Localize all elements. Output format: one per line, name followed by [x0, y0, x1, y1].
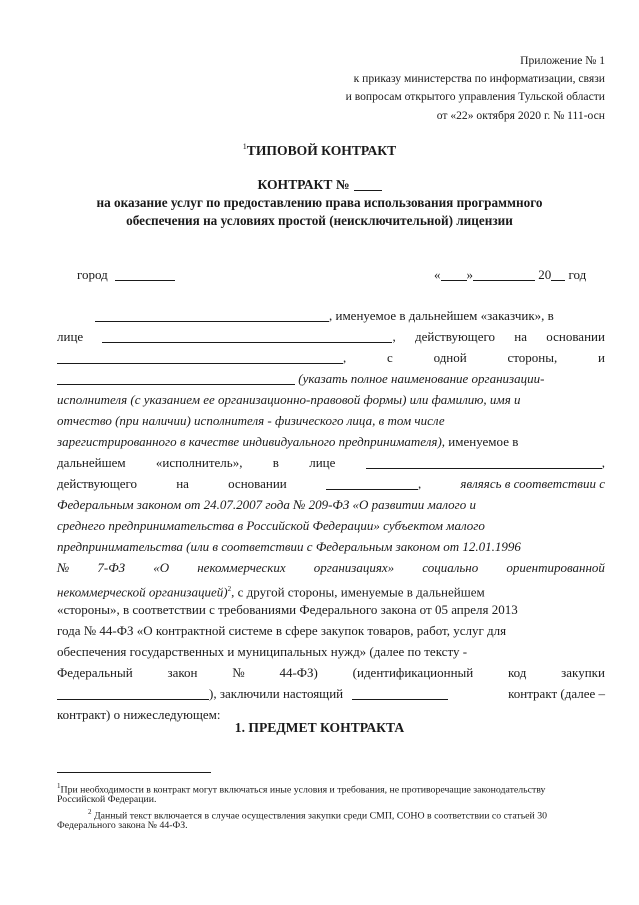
body-line: контракт) о нижеследующем: — [57, 707, 221, 722]
footnote-2: $^2$ Данный текст включается в случае осуществления закупки среди СМП, СОНО в соответствии со статьей 30 — [88, 808, 548, 822]
date-field: « » 20 год — [434, 267, 587, 282]
body-line: (указать полное наименование организации- — [57, 369, 605, 389]
footnote-mark: 1 — [242, 142, 247, 151]
document-title: $^1$ТИПОВОЙ КОНТРАКТ — [242, 142, 397, 158]
annex-line: от «22» октября 2020 г. № 111-осн — [436, 108, 605, 122]
footnote-2-cont: Федерального закона № 44-ФЗ. — [57, 820, 188, 831]
body-line: дальнейшем «исполнитель», в лице , — [57, 455, 605, 470]
footnote-divider — [57, 772, 211, 773]
body-line: № 7-ФЗ «О некоммерческих организациях» социально ориентированной — [57, 560, 605, 575]
annex-line: и вопросам открытого управления Тульской области — [345, 90, 605, 104]
body-line: зарегистрированного в качестве индивидуального предпринимателя), именуемое в — [57, 434, 519, 449]
body-line: лице , действующего на основании — [57, 329, 605, 344]
body-line: , именуемое в дальнейшем «заказчик», в — [95, 306, 605, 326]
annex-block — [346, 52, 605, 125]
body-line: года № 44-ФЗ «О контрактной системе в сфере закупок товаров, работ, услуг для — [57, 623, 507, 638]
city-date-line: город « » 20 год — [77, 265, 605, 285]
body-line: среднего предпринимательства в Российской Федерации» субъектом малого — [57, 518, 485, 533]
contract-number: КОНТРАКТ № — [0, 177, 639, 193]
body-line: исполнителя (с указанием ее организационно-правовой формы) или фамилию, имя и — [57, 392, 521, 407]
annex-line: к приказу министерства по информатизации, связи — [353, 72, 605, 86]
body-line: «стороны», в соответствии с требованиями Федерального закона от 05 апреля 2013 — [57, 602, 518, 617]
contract-subject: на оказание услуг по предоставлению права использования программного обеспечения на условиях простой (неисключительной) лицензии — [96, 195, 543, 228]
footnote-1: $^1$При необходимости в контракт могут включаться иные условия и требования, не противоречащие законодательству — [57, 782, 546, 796]
body-line: , с одной стороны, и — [57, 348, 605, 368]
annex-line: Приложение № 1 — [520, 54, 605, 67]
body-line: предпринимательства (или в соответствии с Федеральным законом от 12.01.1996 — [57, 539, 521, 554]
body-line: обеспечения государственных и муниципальных нужд» (далее по тексту - — [57, 644, 468, 659]
body-line: действующего на основании , являясь в соответствии с — [57, 476, 605, 491]
footnote-mark: 2 — [227, 585, 232, 593]
contract-number-blank — [354, 177, 382, 191]
footnote-1-cont: Российской Федерации. — [57, 794, 157, 805]
body-line: отчество (при наличии) исполнителя - физического лица, в том числе — [57, 413, 445, 428]
body-line: Федеральный закон № 44-ФЗ) (идентификационный код закупки — [57, 665, 605, 680]
body-line: некоммерческой организацией)$^2$, с другой стороны, именуемые в дальнейшем — [57, 584, 485, 600]
body-line: Федеральным законом от 24.07.2007 года № 209-ФЗ «О развитии малого и — [57, 497, 476, 512]
body-line: ), заключили настоящий контракт (далее – — [57, 684, 605, 704]
city-blank — [115, 267, 175, 281]
section-title: 1. ПРЕДМЕТ КОНТРАКТА — [234, 720, 405, 735]
